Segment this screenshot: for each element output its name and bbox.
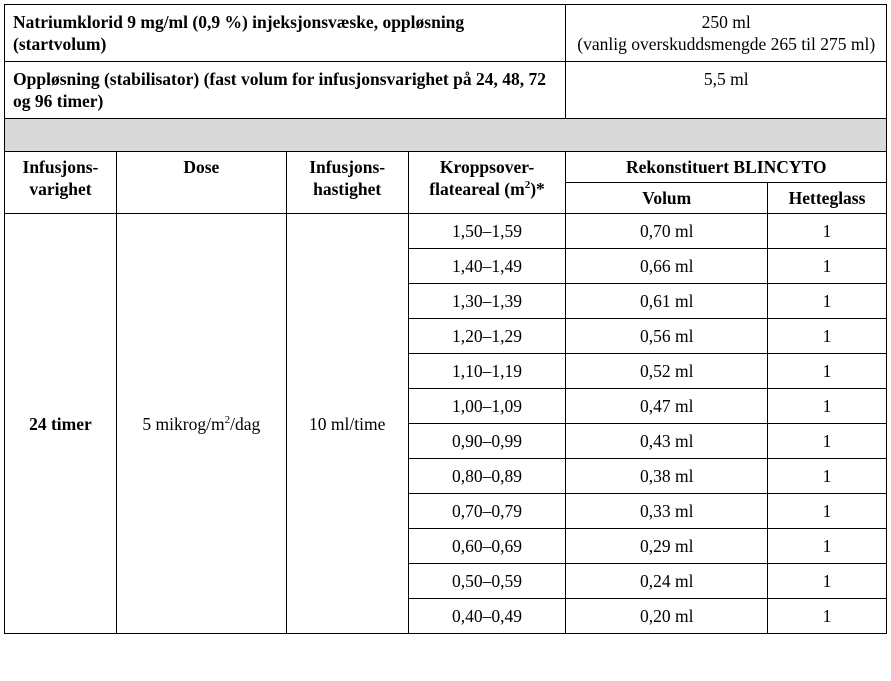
- vials-cell: 1: [768, 599, 887, 634]
- bsa-cell: 1,10–1,19: [408, 354, 566, 389]
- volume-cell: 0,56 ml: [566, 319, 768, 354]
- separator-row: [5, 119, 887, 152]
- bsa-header-text: Kroppsover-flateareal (m: [429, 157, 535, 199]
- bsa-cell: 0,40–0,49: [408, 599, 566, 634]
- volume-cell: 0,43 ml: [566, 424, 768, 459]
- vials-cell: 1: [768, 284, 887, 319]
- saline-volume: 250 ml: [701, 12, 751, 32]
- bsa-cell: 0,80–0,89: [408, 459, 566, 494]
- volume-cell: 0,33 ml: [566, 494, 768, 529]
- volume-cell: 0,47 ml: [566, 389, 768, 424]
- header-volume: Volum: [566, 183, 768, 214]
- volume-cell: 0,66 ml: [566, 249, 768, 284]
- dose-text: 5 mikrog/m: [142, 413, 225, 434]
- table-row: [5, 214, 887, 249]
- bsa-header-sup: 2: [524, 179, 531, 192]
- separator-cell: [5, 119, 887, 152]
- group-rate: 10 ml/time: [286, 214, 408, 634]
- bsa-cell: 0,60–0,69: [408, 529, 566, 564]
- volume-cell: 0,24 ml: [566, 564, 768, 599]
- stabilizer-volume: 5,5 ml: [703, 69, 749, 89]
- vials-cell: 1: [768, 529, 887, 564]
- volume-cell: 0,61 ml: [566, 284, 768, 319]
- dose-sup: 2: [224, 413, 231, 426]
- volume-cell: 0,20 ml: [566, 599, 768, 634]
- vials-cell: 1: [768, 494, 887, 529]
- header-vials: Hetteglass: [768, 183, 887, 214]
- bsa-header-suffix: )*: [530, 179, 545, 199]
- saline-overfill-note: (vanlig overskuddsmengde 265 til 275 ml): [577, 34, 876, 54]
- volume-cell: 0,52 ml: [566, 354, 768, 389]
- group-dose: [116, 214, 286, 634]
- saline-label: Natriumklorid 9 mg/ml (0,9 %) injeksjonsvæske, oppløsning (startvolum): [5, 5, 566, 62]
- bsa-cell: 0,70–0,79: [408, 494, 566, 529]
- header-infusion-rate: Infusjons-hastighet: [286, 152, 408, 214]
- volume-cell: 0,38 ml: [566, 459, 768, 494]
- top-row-saline: [5, 5, 887, 62]
- saline-value: [566, 5, 887, 62]
- stabilizer-label: Oppløsning (stabilisator) (fast volum for infusjonsvarighet på 24, 48, 72 og 96 timer): [5, 62, 566, 119]
- bsa-cell: 1,30–1,39: [408, 284, 566, 319]
- volume-cell: 0,70 ml: [566, 214, 768, 249]
- vials-cell: 1: [768, 249, 887, 284]
- bsa-cell: 1,40–1,49: [408, 249, 566, 284]
- vials-cell: 1: [768, 214, 887, 249]
- header-body-surface-area: [408, 152, 566, 214]
- vials-cell: 1: [768, 459, 887, 494]
- group-duration: 24 timer: [5, 214, 117, 634]
- vials-cell: 1: [768, 354, 887, 389]
- header-reconstituted: Rekonstituert BLINCYTO: [566, 152, 887, 183]
- vials-cell: 1: [768, 389, 887, 424]
- top-row-stabilizer: [5, 62, 887, 119]
- bsa-cell: 0,90–0,99: [408, 424, 566, 459]
- header-infusion-duration: Infusjons-varighet: [5, 152, 117, 214]
- bsa-cell: 0,50–0,59: [408, 564, 566, 599]
- bsa-cell: 1,50–1,59: [408, 214, 566, 249]
- stabilizer-value: [566, 62, 887, 119]
- vials-cell: 1: [768, 319, 887, 354]
- header-row-1: [5, 152, 887, 183]
- vials-cell: 1: [768, 564, 887, 599]
- vials-cell: 1: [768, 424, 887, 459]
- dosing-table: [4, 4, 887, 634]
- header-dose: Dose: [116, 152, 286, 214]
- bsa-cell: 1,00–1,09: [408, 389, 566, 424]
- dose-suffix: /dag: [230, 413, 261, 434]
- volume-cell: 0,29 ml: [566, 529, 768, 564]
- bsa-cell: 1,20–1,29: [408, 319, 566, 354]
